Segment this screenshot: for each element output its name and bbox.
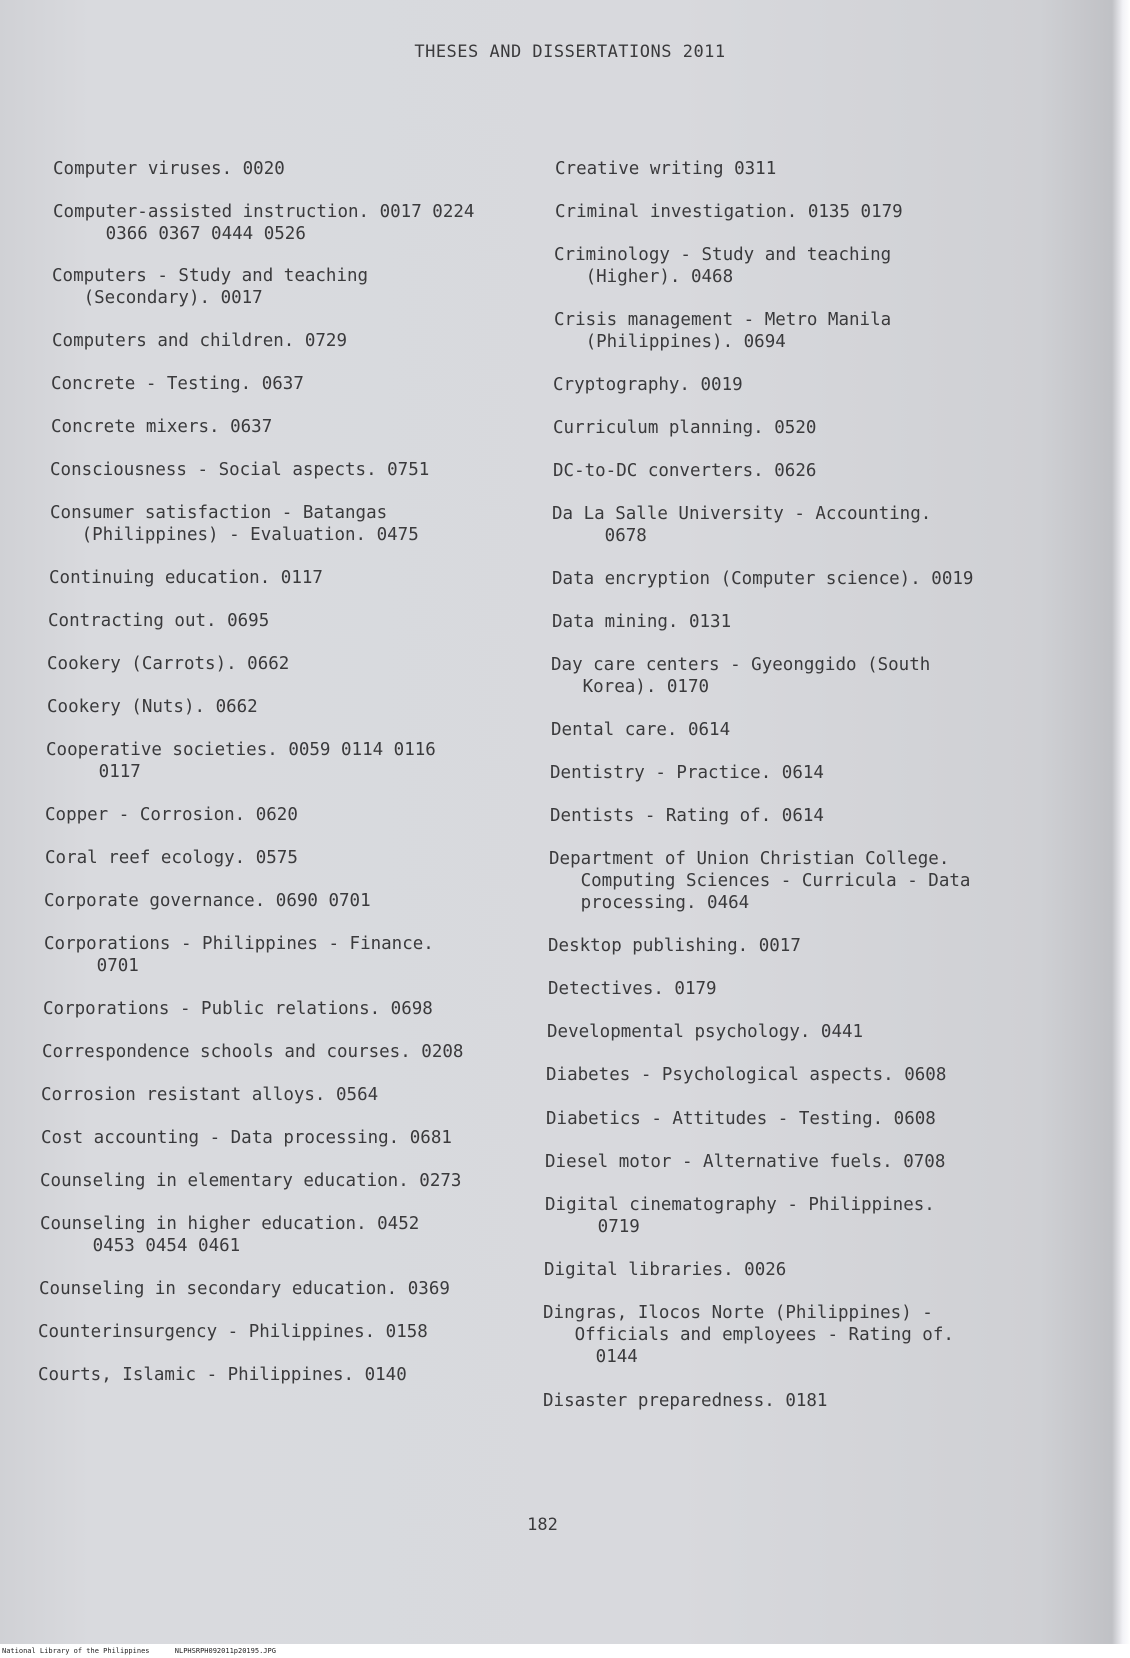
index-entry: Cookery (Carrots). 0662 xyxy=(47,654,290,674)
index-entry: Cryptography. 0019 xyxy=(553,375,743,395)
index-entry: Diabetes - Psychological aspects. 0608 xyxy=(546,1065,947,1085)
index-entry: Dentists - Rating of. 0614 xyxy=(550,806,824,826)
index-entry: Corporations - Philippines - Finance. 0701 xyxy=(44,934,434,976)
scan-footer: National Library of the Philippines NLPHSRPH092011p20195.JPG xyxy=(0,1644,1130,1658)
index-entry: Corporate governance. 0690 0701 xyxy=(44,891,371,911)
index-entry: Criminology - Study and teaching (Higher). 0468 xyxy=(554,245,892,287)
page-edge xyxy=(1112,0,1130,1658)
index-entry: Digital libraries. 0026 xyxy=(544,1260,787,1280)
index-entry: Courts, Islamic - Philippines. 0140 xyxy=(38,1365,407,1385)
index-entry: Counseling in elementary education. 0273 xyxy=(40,1171,462,1191)
index-entry: Digital cinematography - Philippines. 0719 xyxy=(545,1195,935,1237)
index-entry: Data mining. 0131 xyxy=(552,612,732,632)
index-entry: Diabetics - Attitudes - Testing. 0608 xyxy=(546,1109,936,1129)
index-entry: Desktop publishing. 0017 xyxy=(548,936,801,956)
index-entry: Department of Union Christian College. Computing Sciences - Curricula - Data processing. 0464 xyxy=(549,849,971,913)
index-entry: Developmental psychology. 0441 xyxy=(547,1022,864,1042)
index-entry: Copper - Corrosion. 0620 xyxy=(45,805,298,825)
index-entry: Data encryption (Computer science). 0019 xyxy=(552,569,974,589)
index-entry: Da La Salle University - Accounting. 0678 xyxy=(552,504,932,546)
index-entry: Criminal investigation. 0135 0179 xyxy=(555,202,903,222)
index-entry: Computer viruses. 0020 xyxy=(53,159,285,179)
index-entry: Counterinsurgency - Philippines. 0158 xyxy=(38,1322,428,1342)
index-entry: Concrete - Testing. 0637 xyxy=(51,374,304,394)
index-entry: Consumer satisfaction - Batangas (Philippines) - Evaluation. 0475 xyxy=(50,503,419,545)
index-entry: Cookery (Nuts). 0662 xyxy=(47,697,258,717)
index-entry: Computers - Study and teaching (Secondary). 0017 xyxy=(52,266,369,308)
index-entry: Dentistry - Practice. 0614 xyxy=(550,763,824,783)
index-entry: Cost accounting - Data processing. 0681 xyxy=(41,1128,452,1148)
index-entry: Corrosion resistant alloys. 0564 xyxy=(41,1085,379,1105)
index-entry: Corporations - Public relations. 0698 xyxy=(43,999,433,1019)
index-entry: Contracting out. 0695 xyxy=(48,611,270,631)
page-number: 182 xyxy=(527,1515,558,1535)
index-entry: Crisis management - Metro Manila (Philippines). 0694 xyxy=(554,310,892,352)
index-entry: Continuing education. 0117 xyxy=(49,568,323,588)
index-entry: Correspondence schools and courses. 0208 xyxy=(42,1042,464,1062)
index-entry: Disaster preparedness. 0181 xyxy=(543,1391,828,1411)
index-entry: Concrete mixers. 0637 xyxy=(51,417,273,437)
index-entry: Curriculum planning. 0520 xyxy=(553,418,817,438)
index-entry: Cooperative societies. 0059 0114 0116 0117 xyxy=(46,740,436,782)
page-header: THESES AND DISSERTATIONS 2011 xyxy=(414,42,726,62)
index-entry: Diesel motor - Alternative fuels. 0708 xyxy=(545,1152,946,1172)
index-entry: Dental care. 0614 xyxy=(551,720,731,740)
index-entry: Computer-assisted instruction. 0017 0224 0366 0367 0444 0526 xyxy=(53,202,475,244)
index-entry: DC-to-DC converters. 0626 xyxy=(553,461,817,481)
index-entry: Counseling in higher education. 0452 0453 0454 0461 xyxy=(40,1214,420,1256)
index-entry: Coral reef ecology. 0575 xyxy=(45,848,298,868)
index-entry: Computers and children. 0729 xyxy=(52,331,348,351)
index-entry: Detectives. 0179 xyxy=(548,979,717,999)
index-entry: Counseling in secondary education. 0369 xyxy=(39,1279,450,1299)
index-entry: Dingras, Ilocos Norte (Philippines) - Officials and employees - Rating of. 0144 xyxy=(543,1303,954,1367)
index-entry: Consciousness - Social aspects. 0751 xyxy=(50,460,430,480)
index-entry: Day care centers - Gyeonggido (South Korea). 0170 xyxy=(551,655,931,697)
index-entry: Creative writing 0311 xyxy=(555,159,777,179)
